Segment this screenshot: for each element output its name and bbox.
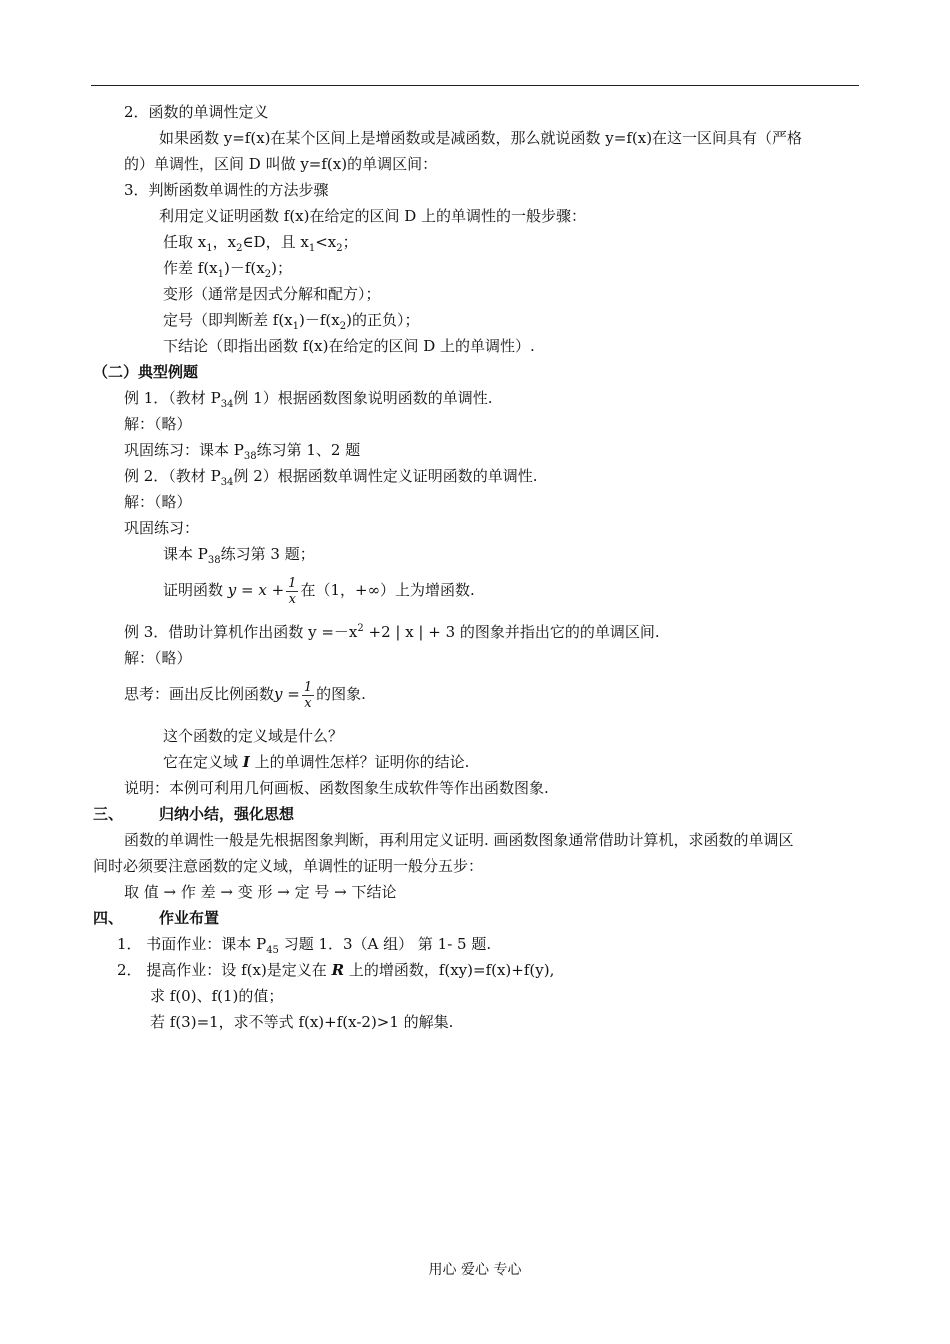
page-footer: 用心 爱心 专心 [428, 1262, 522, 1278]
homework-title: 作业布置 [159, 909, 220, 927]
practice-2b: 证明函数 y = x + $\frac{1}{x}$ 在（1，+∞）上为增函数. [163, 575, 475, 607]
step-sign: 定号（即判断差 $f(x_1)-f(x_2)$的正负）； [163, 311, 420, 332]
example-note: 说明：本例可利用几何画板、函数图象生成软件等作出函数图象. [124, 779, 549, 797]
section-3-title: 3．判断函数单调性的方法步骤 [124, 181, 329, 199]
section-2-body-line-2: 的）单调性，区间 D 叫做 y=f(x)的单调区间： [124, 155, 438, 173]
example-2-answer: 解：（略） [124, 493, 192, 511]
example-3-answer: 解：（略） [124, 649, 192, 667]
example-1-answer: 解：（略） [124, 415, 192, 433]
practice-2a: 课本 $P_{38}$练习第 3 题； [163, 545, 315, 566]
summary-number: 三、 [93, 805, 124, 823]
homework-number: 四、 [93, 909, 124, 927]
homework-item-2a: 求 f(0)、f(1)的值； [150, 987, 284, 1005]
step-conclude: 下结论（即指出函数 f(x)在给定的区间 D 上的单调性）. [163, 337, 535, 355]
step-transform: 变形（通常是因式分解和配方）； [163, 285, 381, 303]
summary-paragraph-line-1: 函数的单调性一般是先根据图象判断，再利用定义证明. 画函数图象通常借助计算机，求函数的单调区 [124, 831, 794, 849]
section-3-intro: 利用定义证明函数 f(x)在给定的区间 D 上的单调性的一般步骤： [159, 207, 587, 225]
formula-lhs: y = x + [227, 581, 285, 599]
formula-lhs: y = [274, 685, 300, 703]
example-3: 例 3．借助计算机作出函数 $y =-x^2 +2$ | x | + 3 的图象并指出它的的单调区间. [124, 623, 660, 641]
think-question-2: 它在定义域 I 上的单调性怎样？证明你的结论. [163, 753, 470, 771]
section-2-title: 2．函数的单调性定义 [124, 103, 269, 121]
examples-heading: （二）典型例题 [93, 363, 199, 381]
think-prompt: 思考：画出反比例函数y = $\frac{1}{x}$ 的图象. [124, 679, 366, 711]
practice-2-label: 巩固练习： [124, 519, 200, 537]
summary-paragraph-line-2: 间时必须要注意函数的定义域，单调性的证明一般分五步： [93, 857, 484, 875]
practice-1: 巩固练习：课本 $P_{38}$练习第 1、2 题 [124, 441, 361, 462]
header-rule [91, 85, 859, 86]
step-difference: 作差 $f(x_1)-f(x_2)$； [163, 259, 292, 280]
homework-item-1: 1． 书面作业：课本 $P_{45}$ 习题 1．3（A 组） 第 1- 5 题. [117, 935, 492, 956]
homework-item-2b: 若 f(3)=1，求不等式 f(x)+f(x-2)>1 的解集. [150, 1013, 454, 1031]
step-take-values: 任取 $x_1$，$x_2\in D$，且 $x_1<x_2$； [163, 233, 358, 254]
fraction-one-over-x: $\frac{1}{x}$ [288, 575, 297, 607]
homework-item-2: 2． 提高作业：设 f(x)是定义在 R 上的增函数，f(xy)=f(x)+f(y), [117, 961, 555, 979]
summary-steps: 取 值 → 作 差 → 变 形 → 定 号 → 下结论 [124, 883, 397, 901]
example-1: 例 1．（教材 $P_{34}$例 1）根据函数图象说明函数的单调性. [124, 389, 493, 410]
summary-title: 归纳小结，强化思想 [159, 805, 295, 823]
section-2-body-line-1: 如果函数 y=f(x)在某个区间上是增函数或是减函数，那么就说函数 y=f(x)在这一区间具有（严格 [159, 129, 803, 147]
fraction-one-over-x: $\frac{1}{x}$ [303, 679, 313, 711]
example-2: 例 2．（教材 $P_{34}$例 2）根据函数单调性定义证明函数的单调性. [124, 467, 538, 488]
think-question-1: 这个函数的定义域是什么？ [163, 727, 344, 745]
